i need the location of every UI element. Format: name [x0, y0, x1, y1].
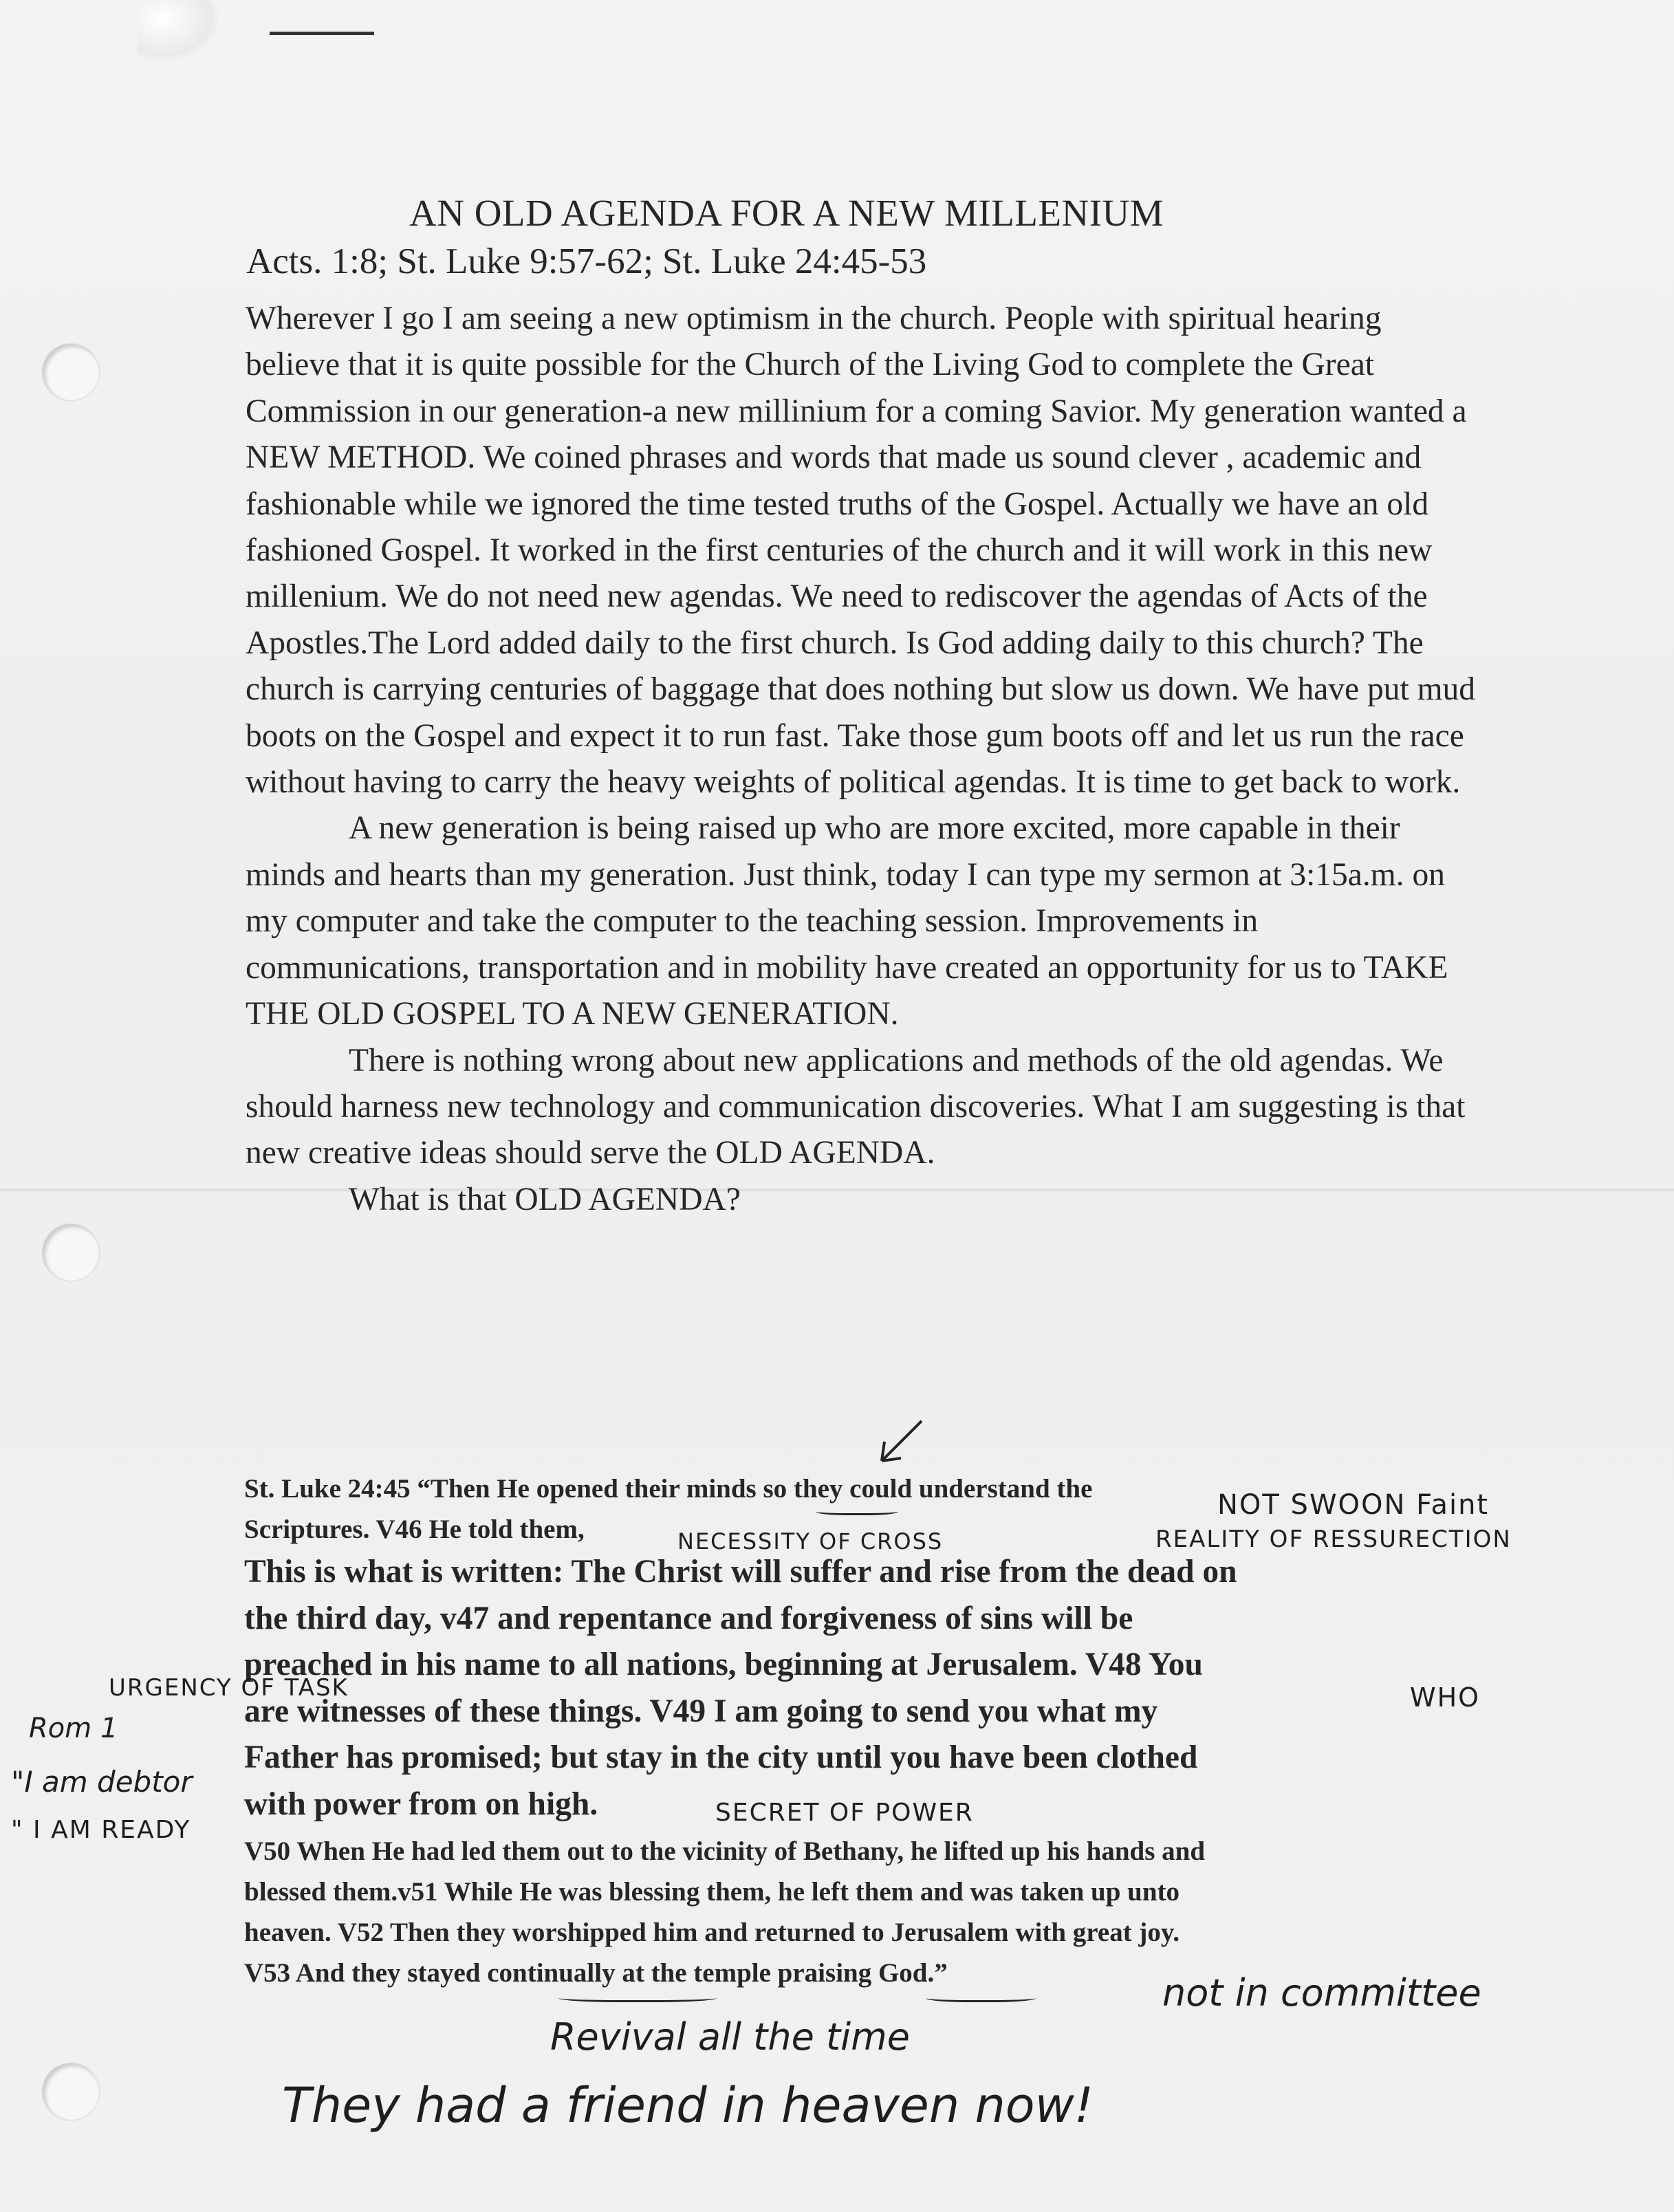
scripture-line: preached in his name to all nations, beginning at Jerusalem. V48 You — [244, 1647, 1203, 1682]
note-necessity: NECESSITY OF CROSS — [677, 1528, 944, 1554]
scripture-line: Father has promised; but stay in the city until you have been clothed — [244, 1739, 1198, 1775]
scripture-main — [244, 1549, 1496, 1828]
note-revival: Revival all the time — [550, 2015, 910, 2059]
punch-hole-top — [43, 344, 99, 400]
pen-arrow — [873, 1417, 928, 1472]
note-secret: SECRET OF POWER — [715, 1799, 974, 1827]
note-rom: Rom 1 — [29, 1713, 118, 1744]
scripture-references: Acts. 1:8; St. Luke 9:57-62; St. Luke 24:45-53 — [246, 241, 927, 281]
torn-corner — [138, 0, 220, 62]
punch-hole-middle — [43, 1224, 99, 1281]
underline-praising — [926, 1992, 1036, 2002]
punch-hole-bottom — [43, 2063, 99, 2120]
scripture-line: This is what is written: The Christ will suffer and rise from the dead on — [244, 1554, 1237, 1590]
note-reality: REALITY OF RESSURECTION — [1155, 1526, 1512, 1553]
scripture-line: V50 When He had led them out to the vicinity of Bethany, he lifted up his hands and — [244, 1836, 1206, 1866]
scripture-line: blessed them.v51 While He was blessing them, he left them and was taken up unto — [244, 1877, 1180, 1907]
scripture-line: with power from on high. — [244, 1786, 598, 1822]
underline-squiggle — [816, 1506, 898, 1515]
note-committee: not in committee — [1162, 1971, 1481, 2015]
scripture-line: V53 And they stayed continually at the temple praising God.” — [244, 1958, 948, 1988]
paragraph-4: What is that OLD AGENDA? — [349, 1181, 741, 1217]
scripture-line: Scriptures. V46 He told them, — [244, 1515, 585, 1544]
paragraph-3: There is nothing wrong about new applications and methods of the old agendas. We should harness new technology and communication discoveries. What I am suggesting is that new creative ideas should serve the OLD AGENDA. — [246, 1042, 1466, 1171]
note-friend: They had a friend in heaven now! — [282, 2077, 1094, 2134]
note-debtor: "I am debtor — [11, 1765, 193, 1799]
document-title: AN OLD AGENDA FOR A NEW MILLENIUM — [409, 192, 1164, 234]
scripture-line: are witnesses of these things. V49 I am going to send you what my — [244, 1693, 1158, 1729]
body-text — [246, 296, 1483, 1223]
scripture-line: heaven. V52 Then they worshipped him and returned to Jerusalem with great joy. — [244, 1918, 1180, 1947]
note-urgency: URGENCY OF TASK — [109, 1674, 349, 1702]
underline-continually — [558, 1992, 717, 2002]
note-who: WHO — [1410, 1682, 1481, 1713]
scripture-line: the third day, v47 and repentance and forgiveness of sins will be — [244, 1600, 1133, 1636]
note-not-swoon: NOT SWOON Faint — [1217, 1489, 1490, 1521]
scripture-closing — [244, 1831, 1496, 1993]
paragraph-1: Wherever I go I am seeing a new optimism in the church. People with spiritual hearing believe that it is quite possible for the Church of the Living God to complete the Great Commission in our generation-a new millinium for a coming Savior. My generation wanted a NEW METHOD. We coined phrases and words that made us sound clever , academic and fashionable while we ignored the time tested truths of the Gospel. Actually we have an old fashioned Gospel. It worked in the first centuries of the church and it will work in this new millenium. We do not need new agendas. We need to rediscover the agendas of Acts of the Apostles.The Lord added daily to the first church. Is God adding daily to this church? The church is carrying centuries of baggage that does nothing but slow us down. We have put mud boots on the Gospel and expect it to run fast. Take those gum boots off and let us run the race without having to carry the heavy weights of political agendas. It is time to get back to work. — [246, 301, 1476, 801]
scripture-line: St. Luke 24:45 “Then He opened their minds so they could understand the — [244, 1474, 1093, 1504]
paragraph-2: A new generation is being raised up who are more excited, more capable in their minds and hearts than my generation. Just think, today I can type my sermon at 3:15a.m. on my computer and take the computer to the teaching session. Improvements in communications, transportation and in mobility have created an opportunity for us to TAKE THE OLD GOSPEL TO A NEW GENERATION. — [246, 810, 1448, 1032]
top-dash-mark — [270, 32, 374, 35]
note-ready: " I AM READY — [11, 1816, 191, 1844]
